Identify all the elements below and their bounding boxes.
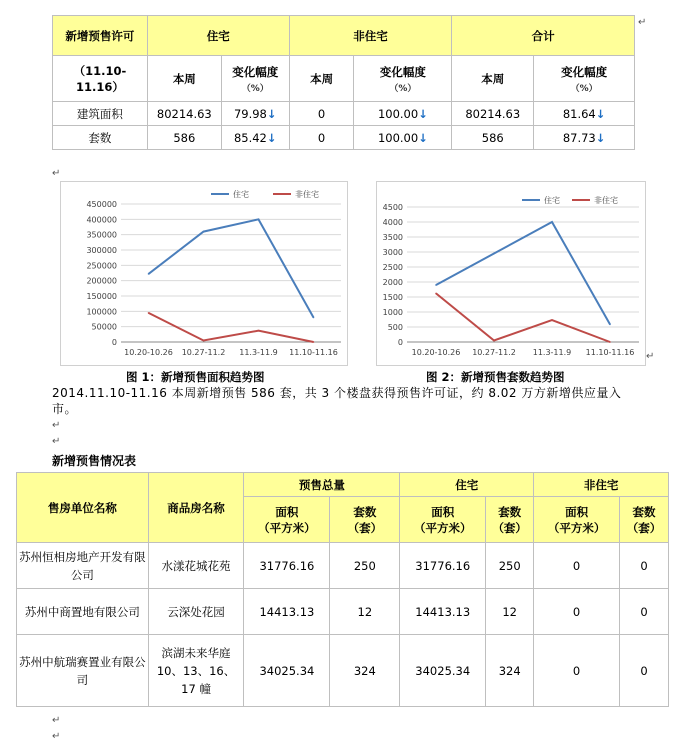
non-this-week-header: 本周 [289, 56, 354, 102]
x-tick-label: 10.27-11.2 [181, 348, 226, 357]
down-arrow-icon: ↓ [266, 130, 277, 145]
res-this-week-header: 本周 [147, 56, 221, 102]
developer-header: 售房单位名称 [17, 473, 149, 543]
non-units-cell: 0 [620, 543, 669, 589]
x-tick-label: 11.10-11.16 [585, 348, 635, 357]
y-tick-label: 300000 [86, 246, 117, 255]
y-tick-label: 1500 [382, 293, 403, 302]
x-tick-label: 11.10-11.16 [289, 348, 338, 357]
table-row [53, 126, 635, 150]
data-point [493, 253, 495, 255]
project-cell: 水漾花城花苑 [148, 543, 244, 589]
y-tick-label: 50000 [91, 322, 117, 332]
non-change-value: 100.00↓ [354, 102, 452, 126]
paragraph-mark-icon: ↵ [638, 17, 647, 28]
res-area-header: 面积 （平方米） [400, 497, 486, 543]
res-area-cell: 34025.34 [400, 635, 486, 707]
down-arrow-icon: ↓ [595, 130, 606, 145]
non-units-header: 套数 （套） [620, 497, 669, 543]
table-row [17, 635, 669, 707]
y-tick-label: 100000 [86, 307, 117, 317]
total-units-cell: 250 [330, 543, 400, 589]
y-tick-label: 2000 [382, 278, 403, 287]
down-arrow-icon: ↓ [595, 106, 606, 121]
series-line-non-residential [149, 313, 314, 342]
developer-cell: 苏州中商置地有限公司 [17, 589, 149, 635]
data-point [435, 293, 437, 295]
total-area-cell: 34025.34 [244, 635, 330, 707]
non-week-value: 0 [289, 102, 354, 126]
chart2-caption: 图 2：新增预售套数趋势图 [426, 370, 565, 384]
section-title: 新增预售情况表 [52, 454, 137, 468]
data-point [148, 312, 150, 314]
res-units-cell: 250 [486, 543, 534, 589]
developer-cell: 苏州恒相房地产开发有限公司 [17, 543, 149, 589]
x-tick-label: 11.3-11.9 [239, 348, 278, 357]
non-area-cell: 0 [534, 543, 620, 589]
data-point [203, 340, 205, 342]
y-tick-label: 4000 [382, 218, 403, 227]
data-point [313, 341, 315, 343]
non-units-cell: 0 [620, 635, 669, 707]
non-area-cell: 0 [534, 589, 620, 635]
res-week-value: 586 [147, 126, 221, 150]
non-area-header: 面积 （平方米） [534, 497, 620, 543]
legend-label: 非住宅 [594, 196, 618, 205]
presale-total-header: 预售总量 [244, 473, 400, 497]
non-week-value: 0 [289, 126, 354, 150]
data-point [551, 319, 553, 321]
res-units-header: 套数 （套） [486, 497, 534, 543]
down-arrow-icon: ↓ [418, 106, 428, 121]
res-change-value: 85.42↓ [221, 126, 289, 150]
y-tick-label: 3500 [382, 233, 403, 242]
tot-week-value: 80214.63 [452, 102, 534, 126]
summary-paragraph: 2014.11.10-11.16 本周新增预售 586 套，共 3 个楼盘获得预售许可证，约 8.02 万方新增供应量入市。 [52, 386, 622, 416]
data-point [609, 324, 611, 326]
data-point [313, 317, 315, 319]
permit-header: 新增预售许可 [53, 16, 148, 56]
x-tick-label: 10.20-10.26 [124, 348, 173, 357]
y-tick-label: 450000 [86, 200, 117, 209]
y-tick-label: 250000 [86, 261, 117, 271]
legend-label: 非住宅 [295, 190, 319, 199]
paragraph-mark-icon: ↵ [52, 715, 61, 726]
y-tick-label: 150000 [86, 292, 117, 301]
non-change-header: 变化幅度 （%） [354, 56, 452, 102]
developer-cell: 苏州中航瑞赛置业有限公司 [17, 635, 149, 707]
total-area-cell: 31776.16 [244, 543, 330, 589]
y-tick-label: 2500 [382, 263, 403, 272]
tot-change-header: 变化幅度 （%） [534, 56, 635, 102]
y-tick-label: 200000 [86, 276, 117, 286]
data-point [203, 231, 205, 233]
down-arrow-icon: ↓ [418, 130, 428, 145]
legend-label: 住宅 [233, 190, 249, 199]
data-point [258, 219, 260, 221]
series-line-residential [149, 219, 314, 317]
legend-label: 住宅 [544, 196, 560, 205]
table-row [53, 102, 635, 126]
area-trend-chart-svg [61, 182, 347, 365]
series-line-non-residential [436, 293, 610, 342]
total-units-cell: 324 [330, 635, 400, 707]
data-point [609, 341, 611, 343]
period-label: （11.10-11.16） [53, 56, 148, 102]
table-row [17, 543, 669, 589]
weekly-presale-summary-table [52, 15, 635, 150]
x-tick-label: 10.27-11.2 [472, 348, 516, 357]
x-tick-label: 10.20-10.26 [411, 348, 461, 357]
table-row [17, 589, 669, 635]
res-area-cell: 31776.16 [400, 543, 486, 589]
total-area-cell: 14413.13 [244, 589, 330, 635]
project-cell: 滨湖未来华庭 10、13、16、17 幢 [148, 635, 244, 707]
data-point [148, 273, 150, 275]
res-change-value: 79.98↓ [221, 102, 289, 126]
total-header: 合计 [452, 16, 635, 56]
paragraph-mark-icon: ↵ [52, 731, 61, 742]
row-label: 建筑面积 [53, 102, 148, 126]
total-area-header: 面积 （平方米） [244, 497, 330, 543]
non-units-cell: 0 [620, 589, 669, 635]
paragraph-mark-icon: ↵ [52, 420, 61, 431]
tot-this-week-header: 本周 [452, 56, 534, 102]
project-cell: 云深处花园 [148, 589, 244, 635]
units-trend-chart [376, 181, 646, 366]
residential-header: 住宅 [400, 473, 534, 497]
res-units-cell: 12 [486, 589, 534, 635]
data-point [258, 330, 260, 332]
y-tick-label: 500 [387, 323, 403, 332]
non-area-cell: 0 [534, 635, 620, 707]
res-units-cell: 324 [486, 635, 534, 707]
data-point [551, 221, 553, 223]
non-residential-header: 非住宅 [534, 473, 669, 497]
y-tick-label: 4500 [382, 203, 403, 212]
area-trend-chart [60, 181, 348, 366]
presale-detail-table [16, 472, 669, 707]
tot-change-value: 81.64↓ [534, 102, 635, 126]
paragraph-mark-icon: ↵ [52, 436, 61, 447]
total-units-header: 套数 （套） [330, 497, 400, 543]
res-week-value: 80214.63 [147, 102, 221, 126]
res-change-header: 变化幅度 （%） [221, 56, 289, 102]
non-change-value: 100.00↓ [354, 126, 452, 150]
y-tick-label: 400000 [86, 215, 117, 225]
data-point [435, 284, 437, 286]
data-point [493, 340, 495, 342]
residential-header: 住宅 [147, 16, 289, 56]
x-tick-label: 11.3-11.9 [532, 348, 572, 357]
y-tick-label: 0 [397, 338, 403, 347]
tot-change-value: 87.73↓ [534, 126, 635, 150]
res-area-cell: 14413.13 [400, 589, 486, 635]
row-label: 套数 [53, 126, 148, 150]
chart1-caption: 图 1：新增预售面积趋势图 [126, 370, 265, 384]
paragraph-mark-icon: ↵ [52, 168, 61, 179]
units-trend-chart-svg [377, 182, 645, 365]
y-tick-label: 1000 [382, 308, 403, 317]
paragraph-mark-icon: ↵ [646, 351, 655, 362]
total-units-cell: 12 [330, 589, 400, 635]
non-residential-header: 非住宅 [289, 16, 452, 56]
tot-week-value: 586 [452, 126, 534, 150]
project-header: 商品房名称 [148, 473, 244, 543]
down-arrow-icon: ↓ [266, 106, 277, 121]
y-tick-label: 3000 [382, 248, 403, 257]
y-tick-label: 0 [111, 338, 117, 347]
y-tick-label: 350000 [86, 230, 117, 240]
